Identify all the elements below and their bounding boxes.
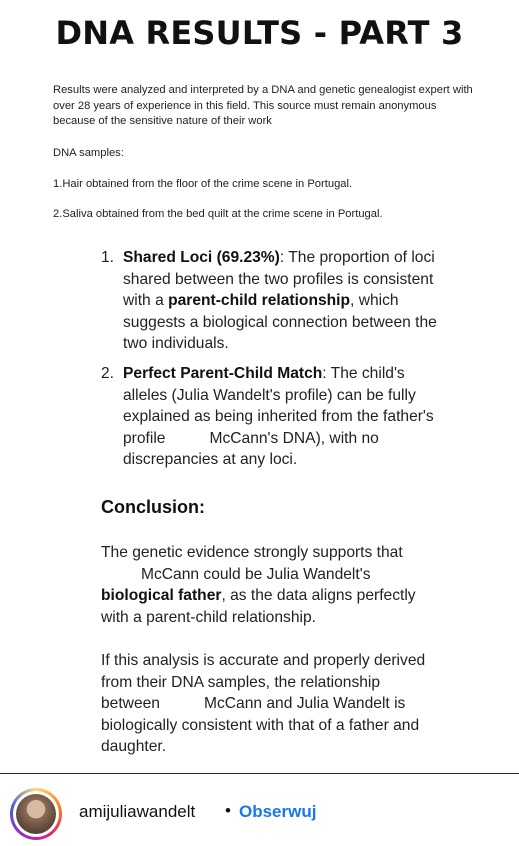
conclusion-heading: Conclusion: [101,497,205,517]
follow-button[interactable]: Obserwuj [239,802,317,821]
avatar[interactable] [10,788,62,840]
list-item [101,247,441,355]
conclusion-text-2: McCann could be Julia Wandelt's [141,565,371,583]
page-title: DNA RESULTS - PART 3 [55,14,464,52]
findings-list [101,247,441,479]
conclusion-bold: biological father [101,587,222,605]
avatar-border [13,791,59,837]
item-text-2: , which suggests a biological connection between the two individuals. [123,292,437,353]
sample-2: 2.Saliva obtained from the bed quilt at the crime scene in Portugal. [53,208,383,220]
item-text-2: McCann's DNA), with no discrepancies at any loci. [123,429,379,469]
item-bold: Perfect Parent-Child Match [123,364,323,382]
samples-heading: DNA samples: [53,147,124,159]
item-text: : The child's alleles (Julia Wandelt's profile) can be fully explained as being inherited from the father's profile [123,364,434,447]
final-text-2: McCann and Julia Wandelt is biologically consistent with that of a father and daughter. [101,695,420,756]
intro-paragraph: Results were analyzed and interpreted by a DNA and genetic genealogist expert with over 28 years of experience in this field. This source must remain anonymous because of the sensitive nature of their work [53,84,473,127]
avatar-photo [16,794,56,834]
item-bold-2: parent-child relationship [168,292,351,310]
item-text: : The proportion of loci shared between the two profiles is consistent with a [123,249,435,310]
item-body [123,247,441,355]
item-bold: Shared Loci (69.23%) [123,249,280,266]
item-number: 1. [101,249,115,266]
item-number: 2. [101,364,115,382]
list-item [101,363,441,471]
final-paragraph [101,650,441,758]
username-link[interactable]: amijuliawandelt [79,802,196,821]
final-text: If this analysis is accurate and properly derived from their DNA samples, the relationship between [101,652,426,713]
conclusion-text-3: , as the data aligns perfectly with a parent-child relationship. [101,587,416,626]
conclusion-paragraph [101,542,441,628]
item-body [123,363,441,471]
sample-1: 1.Hair obtained from the floor of the crime scene in Portugal. [53,178,353,190]
conclusion-text: The genetic evidence strongly supports that [101,544,403,561]
separator-dot: • [225,801,231,820]
post-footer [0,774,519,846]
